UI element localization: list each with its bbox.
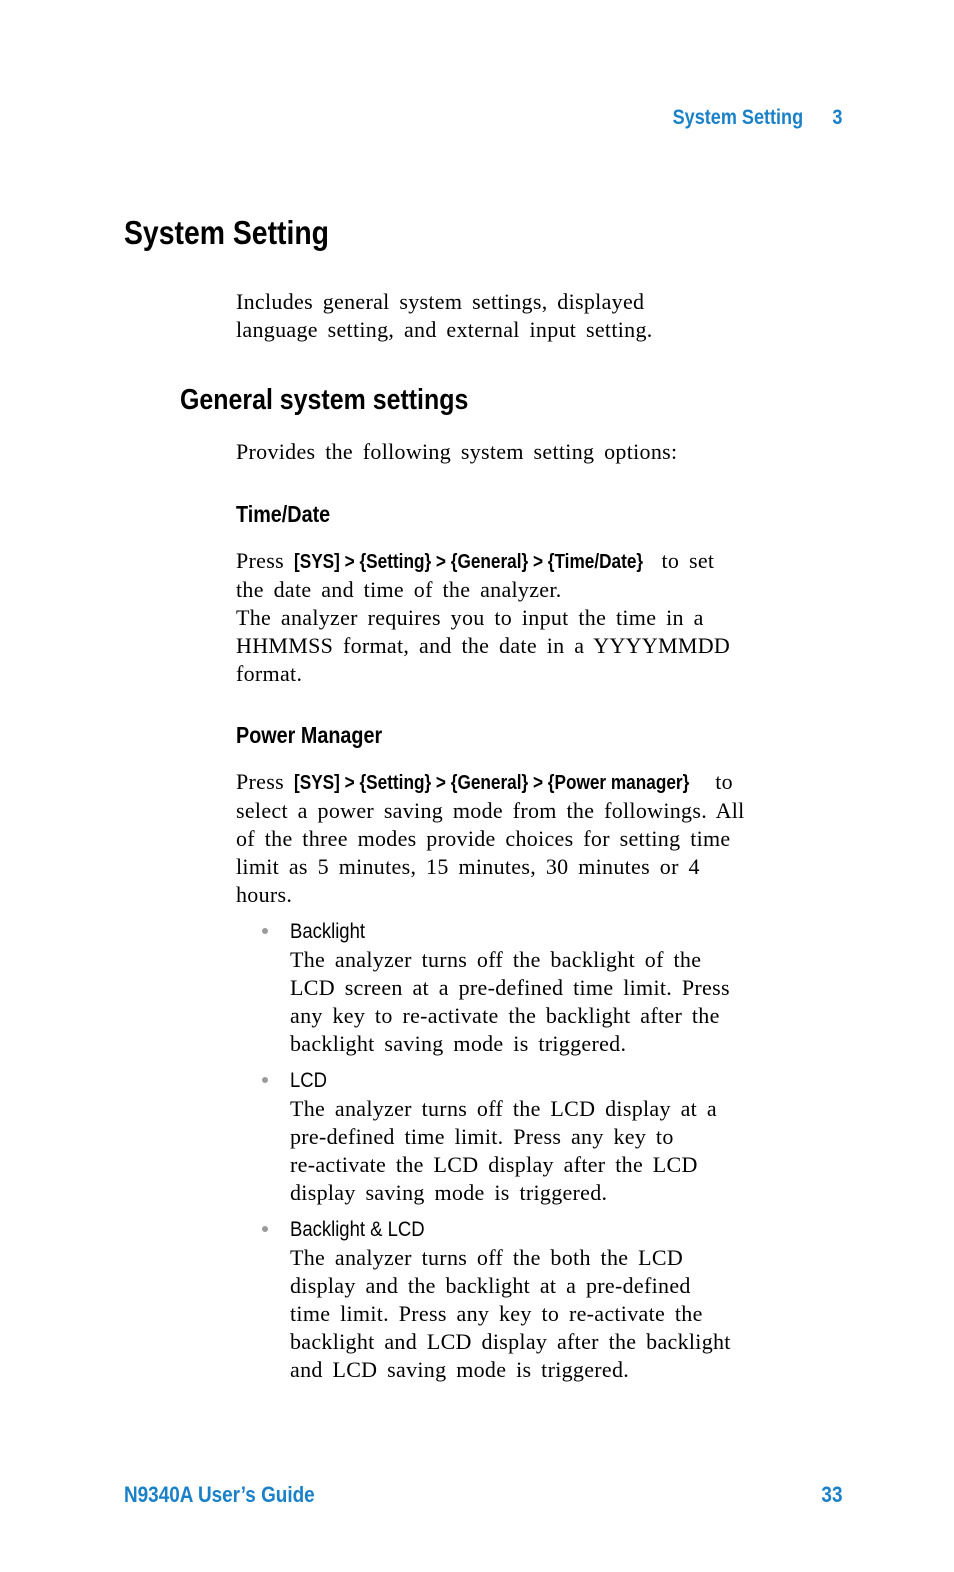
power-line: hours. [236, 882, 293, 907]
footer-guide-title: N9340A User’s Guide [124, 1482, 315, 1507]
bullet-line: backlight saving mode is triggered. [290, 1031, 627, 1056]
power-line: limit as 5 minutes, 15 minutes, 30 minutes or 4 [236, 854, 700, 879]
after-menu-text: to set [661, 548, 715, 573]
time-date-menu-path: [SYS] > {Setting} > {General} > {Time/Date} [293, 551, 643, 573]
after-menu-text: to [715, 769, 733, 794]
time-date-first-line [236, 547, 832, 576]
header-section-title: System Setting [672, 106, 803, 129]
intro-line: language setting, and external input setting. [236, 317, 653, 342]
bullet-title: Backlight & LCD [290, 1218, 425, 1241]
bullet-line: The analyzer turns off the backlight of the [290, 947, 702, 972]
page-title: System Setting [124, 214, 330, 251]
bullet-icon [262, 928, 268, 934]
power-line: select a power saving mode from the followings. All [236, 798, 745, 823]
bullet-line: The analyzer turns off the LCD display at a [290, 1096, 717, 1121]
power-line: of the three modes provide choices for setting time [236, 826, 731, 851]
power-manager-paragraph [236, 768, 832, 909]
bullet-icon [262, 1077, 268, 1083]
press-word: Press [236, 769, 284, 794]
footer-page-number: 33 [820, 1482, 842, 1507]
general-settings-text: Provides the following system setting options: [236, 439, 678, 464]
bullet-line: pre-defined time limit. Press any key to [290, 1124, 674, 1149]
time-date-paragraph [236, 547, 832, 688]
bullet-line: The analyzer turns off the both the LCD [290, 1245, 684, 1270]
time-date-line: the date and time of the analyzer. [236, 577, 562, 602]
power-first-line [236, 768, 832, 797]
bullet-line: backlight and LCD display after the backlight [290, 1329, 731, 1354]
bullet-body [290, 1095, 850, 1207]
power-menu-path: [SYS] > {Setting} > {General} > {Power manager} [293, 772, 690, 794]
bullet-title: Backlight [290, 920, 365, 943]
bullet-line: and LCD saving mode is triggered. [290, 1357, 630, 1382]
time-date-line: The analyzer requires you to input the time in a [236, 605, 704, 630]
bullet-line: re-activate the LCD display after the LCD [290, 1152, 698, 1177]
press-word: Press [236, 548, 284, 573]
bullet-line: any key to re-activate the backlight after the [290, 1003, 720, 1028]
intro-line: Includes general system settings, displayed [236, 289, 645, 314]
general-settings-heading: General system settings [180, 384, 469, 416]
bullet-title: LCD [290, 1069, 327, 1092]
time-date-heading: Time/Date [236, 501, 331, 527]
bullet-line: display and the backlight at a pre-defined [290, 1273, 691, 1298]
bullet-line: display saving mode is triggered. [290, 1180, 608, 1205]
time-date-line: HHMMSS format, and the date in a YYYYMMDD [236, 633, 731, 658]
bullet-body [290, 946, 850, 1058]
bullet-body [290, 1244, 850, 1384]
bullet-line: time limit. Press any key to re-activate the [290, 1301, 703, 1326]
header-chapter-number: 3 [831, 106, 842, 129]
running-header [672, 106, 842, 130]
bullet-icon [262, 1226, 268, 1232]
power-manager-heading: Power Manager [236, 722, 383, 748]
time-date-line: format. [236, 661, 303, 686]
intro-paragraph [236, 288, 832, 344]
bullet-line: LCD screen at a pre-defined time limit. Press [290, 975, 730, 1000]
